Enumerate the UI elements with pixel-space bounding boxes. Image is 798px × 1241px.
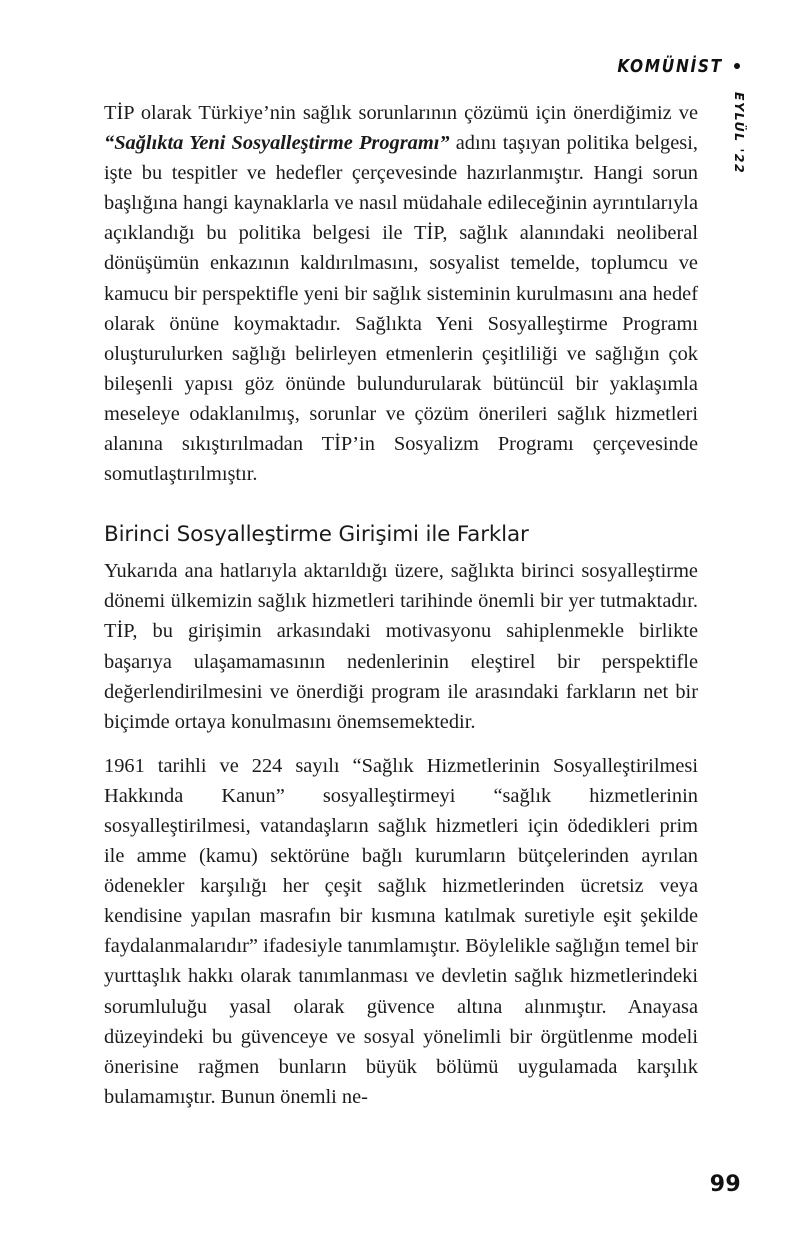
body-paragraph: [104, 98, 698, 489]
page-number: 99: [709, 1172, 741, 1197]
issue-date-label: EYLÜL '22: [731, 92, 746, 175]
program-title-emphasis: “Sağlıkta Yeni Sosyalleştirme Programı”: [104, 132, 450, 155]
running-header: [603, 57, 740, 77]
text-column: [104, 98, 698, 1112]
bullet-dot-icon: [734, 63, 740, 69]
publication-title: KOMÜNİST: [617, 57, 723, 77]
section-heading: Birinci Sosyalleştirme Girişimi ile Farklar: [104, 522, 529, 548]
body-paragraph: Yukarıda ana hatlarıyla aktarıldığı üzere, sağlıkta birinci sosyalleştirme dönemi ülkemizin sağlık hizmetleri tarihinde önemli bir yer tutmaktadır. TİP, bu girişimin arkasındaki motivasyonu sahiplenmekle birlikte başarıya ulaşamamasının nedenlerinin eleştirel bir perspektifle değerlendirilmesini ve önerdiği program ile arasındaki farkların net bir biçimde ortaya konulmasını önemsemektedir.: [104, 560, 698, 733]
body-paragraph: 1961 tarihli ve 224 sayılı “Sağlık Hizmetlerinin Sosyalleştirilmesi Hakkında Kanun” sosyalleştirmeyi “sağlık hizmetlerinin sosyalleştirilmesi, vatandaşların sağlık hizmetleri için ödedikleri prim ile amme (kamu) sektörüne bağlı kurumların bütçelerinden ayrılan ödenekler karşılığı her çeşit sağlık hizmetlerinden ücretsiz veya kendisine yapılan masrafın bir kısmına katılmak suretiyle eşit şekilde faydalanmalarıdır” ifadesiyle tanımlamıştır. Böylelikle sağlığın temel bir yurttaşlık hakkı olarak tanımlanması ve devletin sağlık hizmetlerindeki sorumluluğu yasal olarak güvence altına alınmıştır. Anayasa düzeyindeki bu güvenceye ve sosyal yönelimli bir örgütlenme modeli önerisine rağmen bunların büyük bölümü uygulamada karşılık bulamamıştır. Bunun önemli ne-: [104, 754, 698, 1108]
paragraph-text-continued: adını taşıyan politika belgesi, işte bu tespitler ve hedefler çerçevesinde hazırlanmıştır. Hangi sorun başlığına hangi kaynaklarla ve nasıl müdahale edileceğinin ayrıntılarıyla açıklandığı bu politika belgesi ile TİP, sağlık alanındaki neoliberal dönüşümün enkazının kaldırılmasını, sosyalist temelde, toplumcu ve kamucu bir perspektifle yeni bir sağlık sisteminin kurulmasını ana hedef olarak önüne koymaktadır. Sağlıkta Yeni Sosyalleştirme Programı oluşturulurken sağlığı belirleyen etmenlerin çeşitliliği ve sağlığın çok bileşenli yapısı göz önünde bulundurularak bütüncül bir yaklaşımla meseleye odaklanılmış, sorunlar ve çözüm önerileri sağlık hizmetleri alanına sıkıştırılmadan TİP’in Sosyalizm Programı çerçevesinde somutlaştırılmıştır.: [104, 132, 698, 486]
paragraph-text-lead: TİP olarak Türkiye’nin sağlık sorunlarının çözümü için önerdiğimiz ve: [104, 102, 698, 124]
